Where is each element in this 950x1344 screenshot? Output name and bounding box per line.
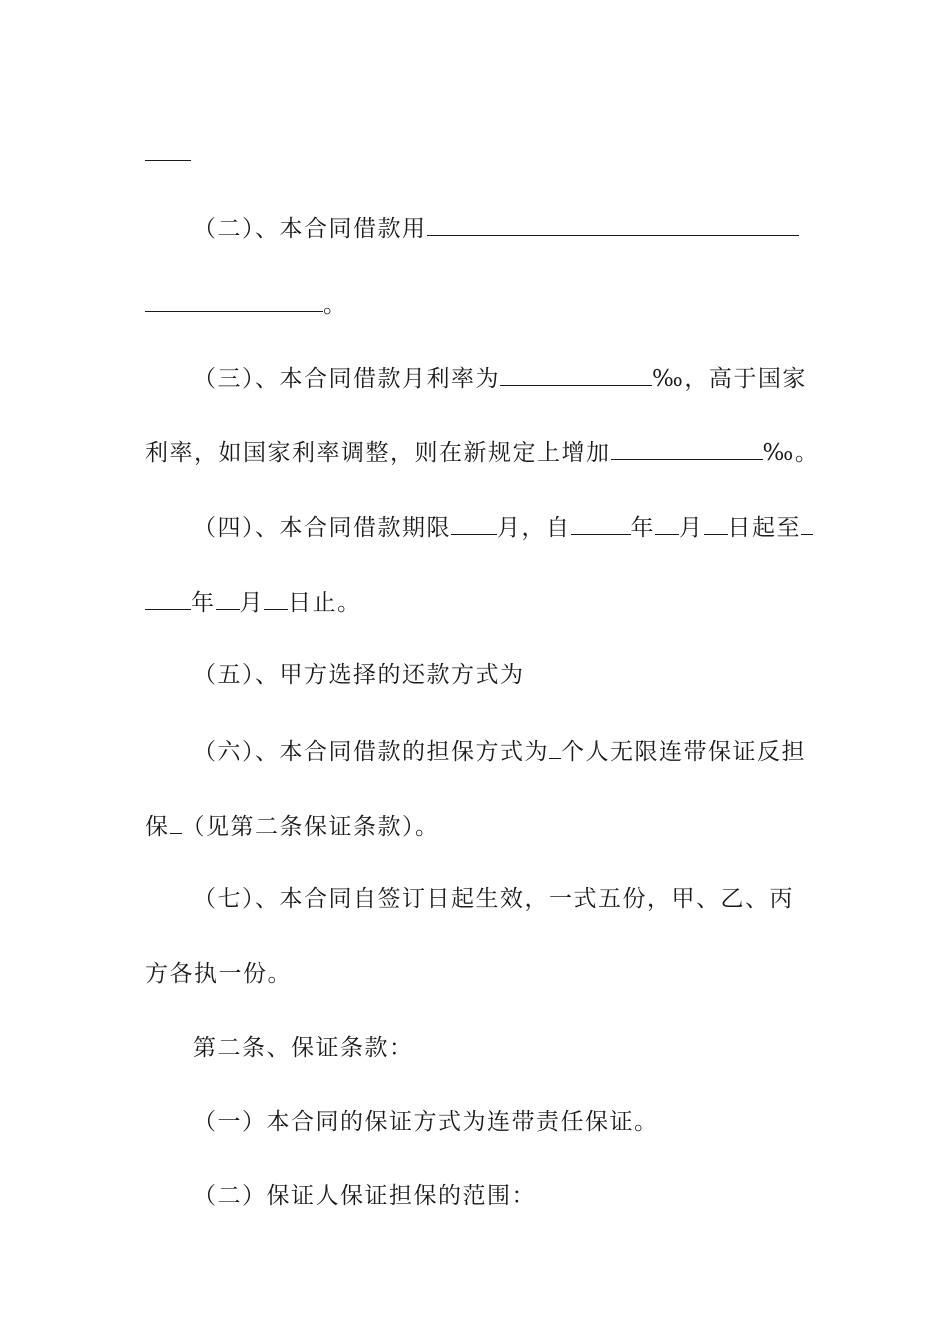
- clause-text: （见第二条保证条款）。: [181, 814, 440, 840]
- clause-interest-rate: [193, 363, 810, 393]
- clause-text: 个人无限连带保证反担: [561, 739, 806, 765]
- clause-loan-purpose-cont: [145, 289, 810, 319]
- clause-guarantee-scope: [193, 1181, 810, 1211]
- blank-field: [170, 811, 182, 834]
- clause-guarantee-type: [193, 1107, 810, 1137]
- clause-text: （二）保证人保证担保的范围：: [193, 1183, 536, 1209]
- blank-field: [451, 512, 497, 535]
- clause-text: 第二条、保证条款：: [193, 1035, 414, 1061]
- clause-text: ‰，高于国家: [652, 366, 807, 392]
- clause-guarantee-method: [193, 736, 810, 766]
- article-two-heading: [193, 1033, 810, 1063]
- clause-text: 保: [145, 814, 170, 840]
- clause-text: 月: [239, 590, 264, 616]
- blank-field: [801, 512, 813, 535]
- blank-field: [571, 512, 631, 535]
- clause-repayment-method: [193, 660, 810, 690]
- blank-field: [549, 736, 561, 759]
- clause-text: 利率，如国家利率调整，则在新规定上增加: [145, 440, 611, 466]
- clause-text: 日止。: [288, 590, 362, 616]
- blank-field: [500, 363, 652, 386]
- clause-text: （五）、甲方选择的还款方式为: [193, 662, 525, 688]
- clause-text: （七）、本合同自签订日起生效，一式五份，甲、乙、丙: [193, 886, 794, 912]
- clause-loan-term: [193, 512, 810, 542]
- clause-text: （三）、本合同借款月利率为: [193, 366, 500, 392]
- clause-interest-rate-cont: [145, 437, 820, 467]
- blank-field: [145, 289, 323, 312]
- clause-text: 日起至: [727, 515, 801, 541]
- blank-field: [427, 213, 799, 236]
- blank-field: [145, 138, 191, 161]
- clause-loan-term-cont: [145, 587, 810, 617]
- blank-line-continuation: [145, 138, 810, 168]
- blank-field: [264, 587, 288, 610]
- clause-text: （二）、本合同借款用: [193, 216, 427, 242]
- blank-field: [216, 587, 240, 610]
- clause-text: 年: [630, 515, 655, 541]
- clause-guarantee-method-cont: [145, 811, 810, 841]
- blank-field: [655, 512, 679, 535]
- clause-text: ‰。: [762, 440, 820, 466]
- clause-text: 年: [191, 590, 216, 616]
- clause-effectiveness-cont: [145, 959, 810, 989]
- blank-field: [611, 437, 763, 460]
- clause-text: 月: [679, 515, 704, 541]
- clause-text: 方各执一份。: [145, 961, 292, 987]
- clause-text: （四）、本合同借款期限: [193, 515, 451, 541]
- clause-text: 月，自: [497, 515, 571, 541]
- clause-loan-purpose: [193, 213, 810, 243]
- clause-text: 。: [323, 292, 348, 318]
- clause-text: （一）本合同的保证方式为连带责任保证。: [193, 1109, 659, 1135]
- clause-effectiveness: [193, 884, 810, 914]
- clause-text: （六）、本合同借款的担保方式为: [193, 739, 549, 765]
- blank-field: [704, 512, 728, 535]
- blank-field: [145, 587, 191, 610]
